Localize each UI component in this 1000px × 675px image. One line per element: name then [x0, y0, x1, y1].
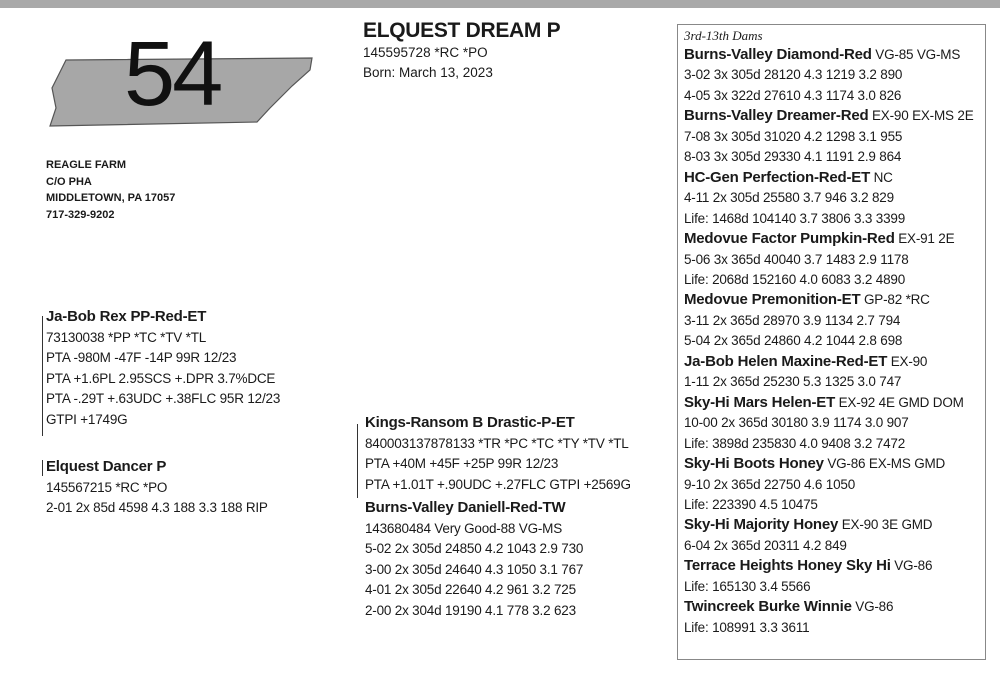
- dam-name: Sky-Hi Mars Helen-ET: [684, 393, 836, 411]
- dam-name: Burns-Valley Dreamer-Red: [684, 107, 869, 125]
- dam-entry-name: [684, 454, 974, 474]
- dam-score: VG-86: [890, 558, 933, 574]
- dam-entry-name: [684, 597, 974, 617]
- granddam-line: 143680484 Very Good-88 VG-MS: [365, 520, 563, 536]
- dam-score: VG-85 VG-MS: [871, 47, 961, 62]
- dam-score: EX-92 4E GMD DOM: [835, 394, 964, 410]
- granddam-line: 2-00 2x 304d 19190 4.1 778 3.2 623: [365, 602, 576, 618]
- dam-record: Life: 223390 4.5 10475: [684, 496, 818, 512]
- granddam-line: 3-00 2x 305d 24640 4.3 1050 3.1 767: [365, 561, 584, 577]
- dam-score: EX-90 3E GMD: [838, 517, 933, 533]
- dam-name: Elquest Dancer P: [46, 458, 167, 475]
- dam-block: [46, 457, 268, 519]
- dam-entry-name: [684, 45, 974, 65]
- dam-record: 8-03 3x 305d 29330 4.1 1191 2.9 864: [684, 149, 902, 165]
- dam-entry-name: [684, 290, 974, 310]
- dam-name: Sky-Hi Majority Honey: [684, 516, 839, 534]
- extended-dams-panel: [677, 24, 986, 660]
- dam-entry-name: [684, 393, 974, 413]
- dam-entry-name: [684, 352, 974, 372]
- grandsire-bracket: [357, 424, 358, 498]
- dam-bracket: [42, 460, 43, 476]
- dam-record: 1-11 2x 365d 25230 5.3 1325 3.0 747: [684, 374, 902, 390]
- animal-registration: 145595728 *RC *PO: [363, 45, 488, 60]
- dam-record: Life: 108991 3.3 3611: [684, 619, 810, 635]
- sire-line: PTA -.29T +.63UDC +.38FLC 95R 12/23: [46, 391, 281, 407]
- dam-name: Twincreek Burke Winnie: [684, 598, 852, 616]
- dam-record: 4-11 2x 305d 25580 3.7 946 3.2 829: [684, 190, 894, 206]
- dam-name: HC-Gen Perfection-Red-ET: [684, 168, 871, 186]
- consignor-info: [46, 157, 175, 223]
- dam-line: 145567215 *RC *PO: [46, 479, 168, 495]
- top-rule: [0, 0, 1000, 8]
- dam-name: Burns-Valley Diamond-Red: [684, 46, 872, 63]
- dam-record: Life: 165130 3.4 5566: [684, 578, 811, 594]
- dam-record: 5-06 3x 365d 40040 3.7 1483 2.9 1178: [684, 251, 909, 267]
- dam-record: 10-00 2x 365d 30180 3.9 1174 3.0 907: [684, 415, 909, 431]
- dam-name: Ja-Bob Helen Maxine-Red-ET: [684, 352, 888, 370]
- dam-record: 6-04 2x 365d 20311 4.2 849: [684, 537, 847, 553]
- dam-record: 7-08 3x 305d 31020 4.2 1298 3.1 955: [684, 128, 903, 144]
- dam-record: Life: 3898d 235830 4.0 9408 3.2 7472: [684, 435, 906, 451]
- granddam-name: Burns-Valley Daniell-Red-TW: [365, 499, 566, 516]
- dam-entry-name: [684, 229, 974, 249]
- dam-record: Life: 2068d 152160 4.0 6083 3.2 4890: [684, 271, 906, 287]
- dam-record: 9-10 2x 365d 22750 4.6 1050: [684, 476, 856, 492]
- granddam-block: [365, 498, 583, 622]
- sire-block: [46, 307, 280, 431]
- dams-heading: 3rd-13th Dams: [684, 28, 763, 43]
- sire-name: Ja-Bob Rex PP-Red-ET: [46, 308, 207, 325]
- animal-birthdate: Born: March 13, 2023: [363, 65, 493, 80]
- consignor-line: 717-329-9202: [46, 208, 115, 221]
- dam-entry-name: [684, 515, 974, 535]
- dam-name: Medovue Factor Pumpkin-Red: [684, 230, 895, 248]
- consignor-line: REAGLE FARM: [46, 159, 127, 171]
- sire-line: GTPI +1749G: [46, 411, 128, 427]
- dam-entry-name: [684, 168, 974, 188]
- dam-score: VG-86 EX-MS GMD: [823, 456, 946, 472]
- dam-score: NC: [870, 169, 893, 185]
- animal-header: [363, 19, 560, 83]
- lot-number: 54: [124, 23, 221, 125]
- sire-line: PTA -980M -47F -14P 99R 12/23: [46, 350, 237, 366]
- dam-entry-name: [684, 556, 974, 576]
- grandsire-line: PTA +40M +45F +25P 99R 12/23: [365, 456, 559, 472]
- dam-name: Terrace Heights Honey Sky Hi: [684, 557, 891, 575]
- dam-score: EX-90: [887, 353, 928, 369]
- dam-name: Medovue Premonition-ET: [684, 291, 861, 309]
- consignor-line: C/O PHA: [46, 175, 92, 188]
- dam-record: 3-11 2x 365d 28970 3.9 1134 2.7 794: [684, 312, 901, 328]
- dam-record: 5-04 2x 365d 24860 4.2 1044 2.8 698: [684, 333, 903, 349]
- dam-record: Life: 1468d 104140 3.7 3806 3.3 3399: [684, 210, 906, 226]
- sire-line: 73130038 *PP *TC *TV *TL: [46, 329, 207, 345]
- dam-score: VG-86: [851, 599, 894, 615]
- dam-line: 2-01 2x 85d 4598 4.3 188 3.3 188 RIP: [46, 500, 268, 516]
- grandsire-line: 840003137878133 *TR *PC *TC *TY *TV *TL: [365, 435, 629, 451]
- dam-entry-name: [684, 106, 974, 126]
- granddam-line: 4-01 2x 305d 22640 4.2 961 3.2 725: [365, 582, 576, 598]
- dam-score: EX-90 EX-MS 2E: [868, 108, 974, 124]
- granddam-line: 5-02 2x 305d 24850 4.2 1043 2.9 730: [365, 541, 584, 557]
- grandsire-line: PTA +1.01T +.90UDC +.27FLC GTPI +2569G: [365, 476, 631, 492]
- dam-record: 4-05 3x 322d 27610 4.3 1174 3.0 826: [684, 87, 902, 103]
- dam-name: Sky-Hi Boots Honey: [684, 455, 824, 473]
- sire-line: PTA +1.6PL 2.95SCS +.DPR 3.7%DCE: [46, 370, 276, 386]
- grandsire-name: Kings-Ransom B Drastic-P-ET: [365, 414, 575, 431]
- sire-bracket: [42, 316, 43, 436]
- dam-score: EX-91 2E: [894, 231, 955, 247]
- consignor-line: MIDDLETOWN, PA 17057: [46, 192, 176, 204]
- dam-score: GP-82 *RC: [860, 292, 930, 308]
- dam-record: 3-02 3x 305d 28120 4.3 1219 3.2 890: [684, 67, 903, 83]
- maternal-grandsire-block: [365, 413, 631, 495]
- animal-name: ELQUEST DREAM P: [363, 19, 561, 42]
